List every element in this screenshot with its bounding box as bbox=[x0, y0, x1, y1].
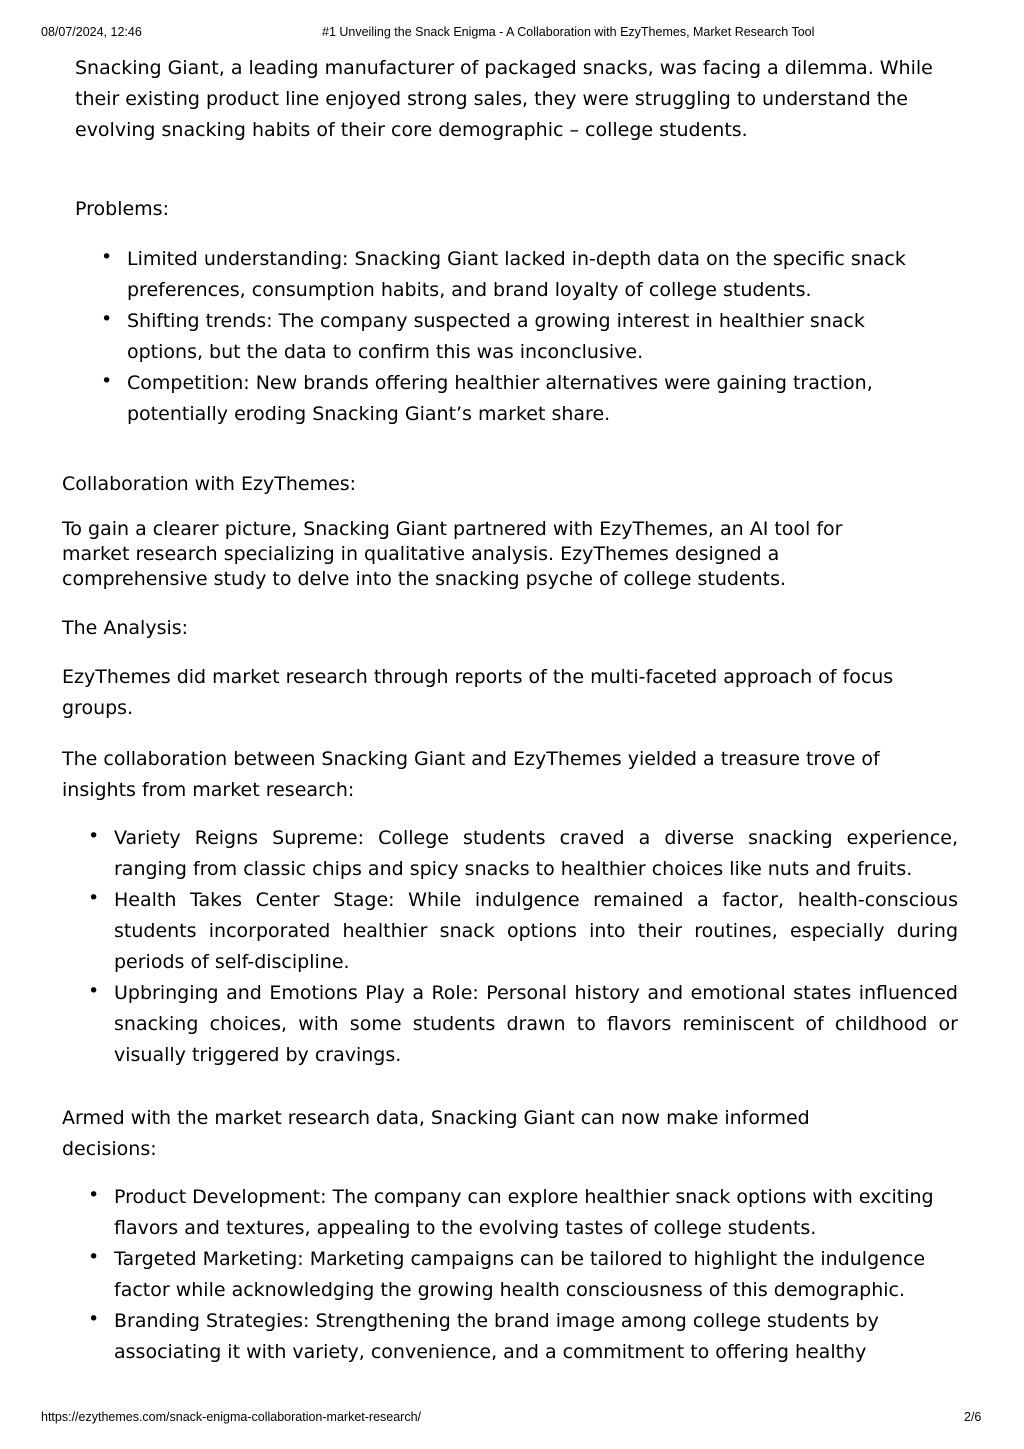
insights-list bbox=[88, 823, 958, 1071]
list-item bbox=[101, 244, 921, 306]
list-item-text: Competition: New brands offering healthier alternatives were gaining traction, potentially eroding Snacking Giant’s market share. bbox=[127, 372, 873, 425]
list-item-text: Variety Reigns Supreme: College students craved a diverse snacking experience, ranging from classic chips and spicy snacks to healthier choices like nuts and fruits. bbox=[114, 827, 958, 880]
list-item-text: Health Takes Center Stage: While indulgence remained a factor, health-conscious students incorporated healthier snack options into their routines, especially during periods of self-discipline. bbox=[114, 889, 958, 973]
list-item bbox=[88, 1306, 948, 1368]
list-item bbox=[88, 885, 958, 978]
bullet-icon: • bbox=[101, 246, 113, 268]
decisions-intro: Armed with the market research data, Snacking Giant can now make informed decisions: bbox=[62, 1107, 810, 1160]
list-item bbox=[101, 368, 921, 430]
list-item bbox=[88, 1244, 948, 1306]
list-item-text: Targeted Marketing: Marketing campaigns can be tailored to highlight the indulgence factor while acknowledging the growing health consciousness of this demographic. bbox=[114, 1248, 926, 1301]
list-item-text: Limited understanding: Snacking Giant lacked in-depth data on the specific snack preferences, consumption habits, and brand loyalty of college students. bbox=[127, 248, 906, 301]
problems-heading: Problems: bbox=[75, 198, 169, 220]
bullet-icon: • bbox=[101, 308, 113, 330]
bullet-icon: • bbox=[88, 980, 100, 1002]
bullet-icon: • bbox=[88, 887, 100, 909]
collaboration-heading: Collaboration with EzyThemes: bbox=[62, 473, 357, 495]
list-item bbox=[88, 1182, 948, 1244]
bullet-icon: • bbox=[88, 1184, 100, 1206]
list-item-text: Product Development: The company can explore healthier snack options with exciting flavors and textures, appealing to the evolving tastes of college students. bbox=[114, 1186, 934, 1239]
print-header bbox=[0, 25, 1024, 43]
insights-intro: The collaboration between Snacking Giant and EzyThemes yielded a treasure trove of insights from market research: bbox=[62, 748, 880, 801]
list-item bbox=[88, 978, 958, 1071]
list-item-text: Shifting trends: The company suspected a growing interest in healthier snack options, but the data to confirm this was inconclusive. bbox=[127, 310, 865, 363]
decisions-list bbox=[88, 1182, 948, 1368]
list-item-text: Branding Strategies: Strengthening the brand image among college students by associating it with variety, convenience, and a commitment to offering healthy bbox=[114, 1310, 879, 1363]
list-item-text: Upbringing and Emotions Play a Role: Personal history and emotional states influenced snacking choices, with some students drawn to flavors reminiscent of childhood or visually triggered by cravings. bbox=[114, 982, 958, 1066]
print-footer bbox=[0, 1410, 1024, 1428]
bullet-icon: • bbox=[101, 370, 113, 392]
analysis-heading: The Analysis: bbox=[62, 617, 189, 639]
collaboration-paragraph: To gain a clearer picture, Snacking Giant partnered with EzyThemes, an AI tool for market research specializing in qualitative analysis. EzyThemes designed a comprehensive study to delve into the snacking psyche of college students. bbox=[62, 518, 843, 590]
list-item bbox=[88, 823, 958, 885]
list-item bbox=[101, 306, 921, 368]
page-url: https://ezythemes.com/snack-enigma-collaboration-market-research/ bbox=[41, 1410, 422, 1424]
bullet-icon: • bbox=[88, 825, 100, 847]
print-page-title: #1 Unveiling the Snack Enigma - A Collaboration with EzyThemes, Market Research Tool bbox=[322, 25, 815, 39]
intro-paragraph: Snacking Giant, a leading manufacturer of packaged snacks, was facing a dilemma. While their existing product line enjoyed strong sales, they were struggling to understand the evolving snacking habits of their core demographic – college students. bbox=[75, 57, 933, 141]
page-number: 2/6 bbox=[964, 1410, 982, 1424]
bullet-icon: • bbox=[88, 1246, 100, 1268]
print-datetime: 08/07/2024, 12:46 bbox=[41, 25, 142, 39]
bullet-icon: • bbox=[88, 1308, 100, 1330]
analysis-paragraph: EzyThemes did market research through reports of the multi-faceted approach of focus groups. bbox=[62, 666, 894, 719]
problems-list bbox=[101, 244, 921, 430]
